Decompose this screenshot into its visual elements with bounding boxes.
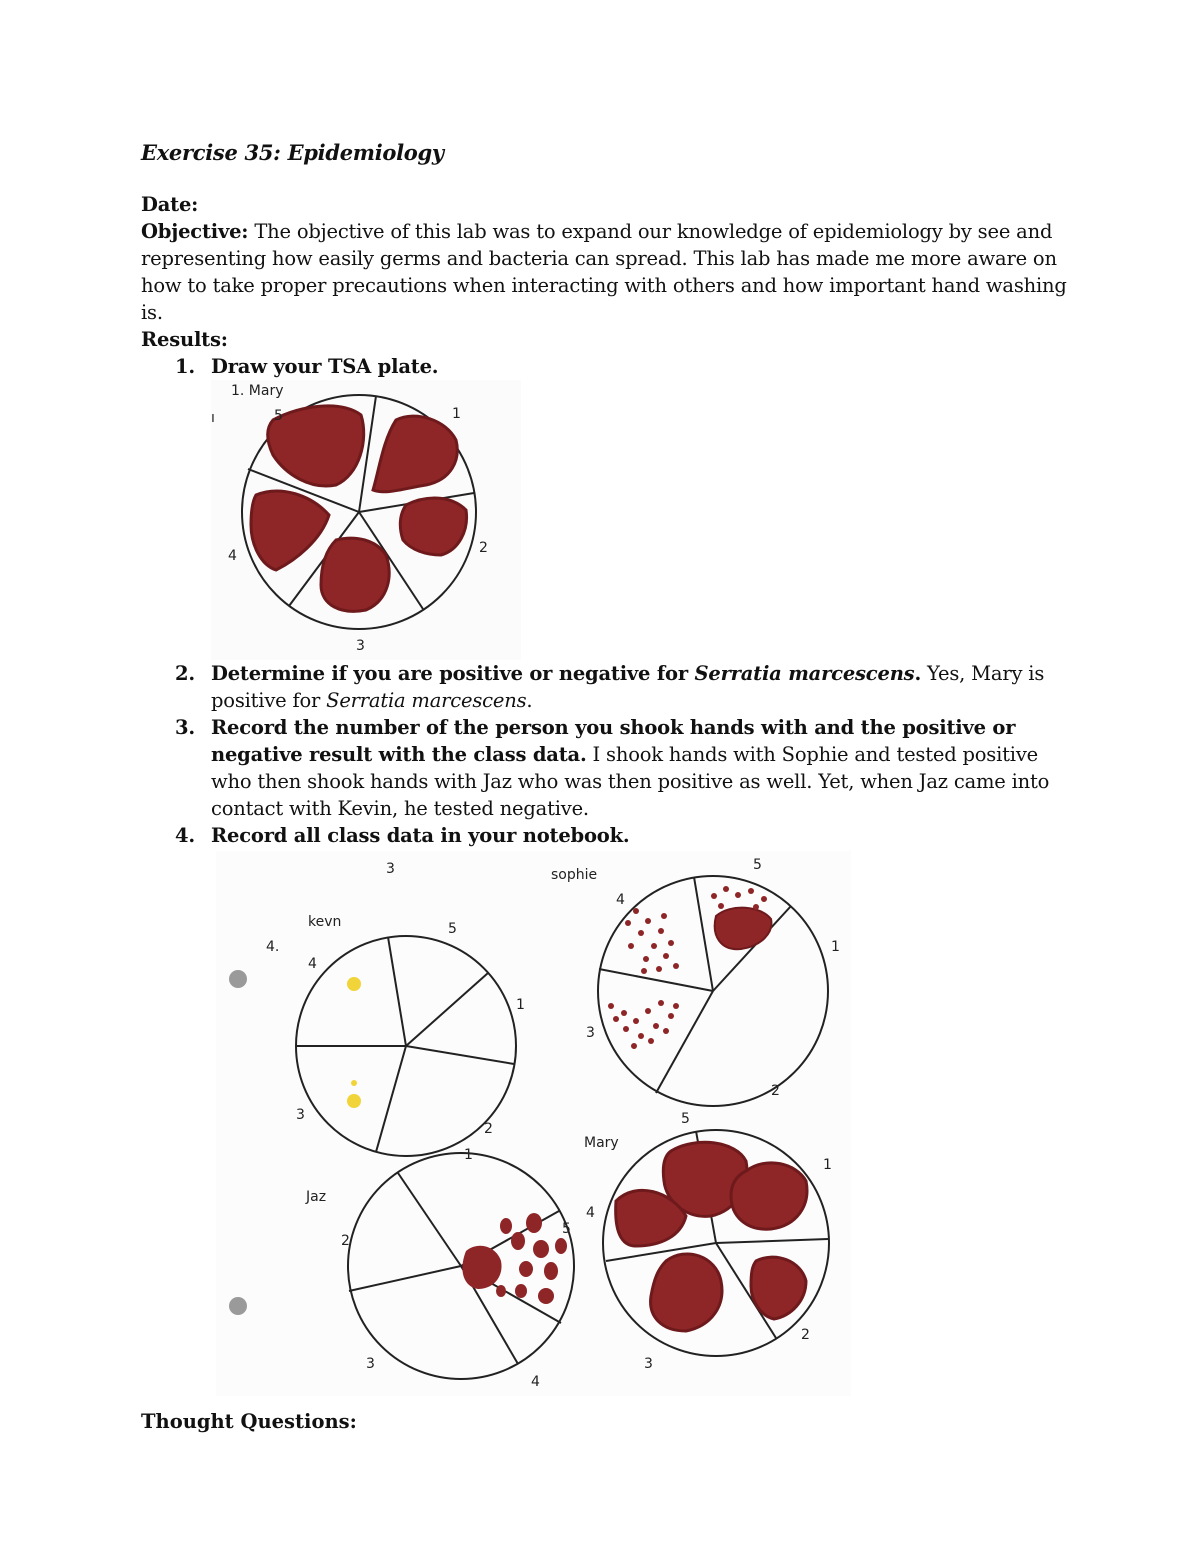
svg-text:3: 3: [586, 1025, 595, 1041]
list-item: 2. Determine if you are positive or negative for Serratia marcescens. Yes, Mary is positive for Serratia marcescens.: [175, 662, 1045, 712]
question-2: Determine if you are positive or negative for Serratia marcescens.: [211, 662, 922, 685]
svg-text:3: 3: [366, 1356, 375, 1372]
svg-text:1. Mary: 1. Mary: [231, 383, 284, 399]
objective-text: The objective of this lab was to expand our knowledge of epidemiology by see and representing how easily germs and bacteria can spread. This lab has made me more aware on how to take proper precautions when interacting with others and how important hand washing is.: [141, 220, 1067, 324]
binder-hole-icon: [229, 1297, 247, 1315]
results-list-continued: [141, 660, 1081, 849]
objective-paragraph: [141, 218, 1081, 326]
svg-text:3: 3: [296, 1107, 305, 1123]
svg-text:1: 1: [464, 1147, 473, 1163]
class-data-plates-drawing: [216, 851, 851, 1396]
svg-text:1: 1: [452, 406, 461, 422]
date-line: [141, 191, 1081, 218]
question-1: Draw your TSA plate.: [211, 355, 439, 378]
svg-text:3: 3: [644, 1356, 653, 1372]
list-item: 4. Record all class data in your notebook.: [175, 824, 630, 847]
svg-text:sophie: sophie: [551, 867, 598, 883]
svg-text:5: 5: [448, 921, 457, 937]
list-item: 1. Draw your TSA plate.: [175, 355, 439, 378]
svg-text:4: 4: [616, 892, 625, 908]
svg-text:5: 5: [681, 1111, 690, 1127]
svg-text:3: 3: [386, 861, 395, 877]
svg-text:1: 1: [823, 1157, 832, 1173]
svg-text:3: 3: [356, 638, 365, 654]
objective-label: Objective:: [141, 220, 249, 243]
svg-text:4: 4: [308, 956, 317, 972]
svg-text:1: 1: [516, 997, 525, 1013]
svg-text:4: 4: [228, 548, 237, 564]
results-heading: Results:: [141, 328, 228, 351]
svg-text:4: 4: [586, 1205, 595, 1221]
answer-2: Yes, Mary is positive for: [211, 662, 1045, 712]
svg-text:5: 5: [753, 857, 762, 873]
question-4: Record all class data in your notebook.: [211, 824, 630, 847]
svg-text:Jaz: Jaz: [306, 1189, 327, 1205]
svg-text:ı: ı: [211, 410, 215, 426]
svg-text:2: 2: [479, 540, 488, 556]
svg-text:5: 5: [274, 408, 283, 424]
document-page: [141, 140, 1081, 1453]
thought-questions-heading: Thought Questions:: [141, 1410, 357, 1433]
svg-text:kevn: kevn: [308, 914, 342, 930]
date-label: Date:: [141, 193, 199, 216]
results-list: [141, 353, 1081, 380]
svg-text:Mary: Mary: [584, 1135, 619, 1151]
list-item: 3. Record the number of the person you shook hands with and the positive or negative result with the class data. I shook hands with Sophie and tested positive who then shook hands with Jaz who was then positive as well. Yet, when Jaz came into contact with Kevin, he tested negative.: [175, 716, 1050, 820]
svg-text:1: 1: [831, 939, 840, 955]
question-3: Record the number of the person you shook hands with and the positive or negative result with the class data.: [211, 716, 1016, 766]
svg-text:4: 4: [531, 1374, 540, 1390]
svg-text:2: 2: [771, 1083, 780, 1099]
svg-text:2: 2: [801, 1327, 810, 1343]
binder-hole-icon: [229, 970, 247, 988]
mary-tsa-plate-drawing: [211, 380, 521, 660]
answer-3: I shook hands with Sophie and tested positive who then shook hands with Jaz who was then positive as well. Yet, when Jaz came into contact with Kevin, he tested negative.: [211, 743, 1050, 820]
svg-text:2: 2: [484, 1121, 493, 1137]
svg-text:2: 2: [341, 1233, 350, 1249]
svg-text:5: 5: [562, 1221, 571, 1237]
document-title: Exercise 35: Epidemiology: [141, 140, 444, 165]
svg-text:4.: 4.: [266, 939, 280, 955]
